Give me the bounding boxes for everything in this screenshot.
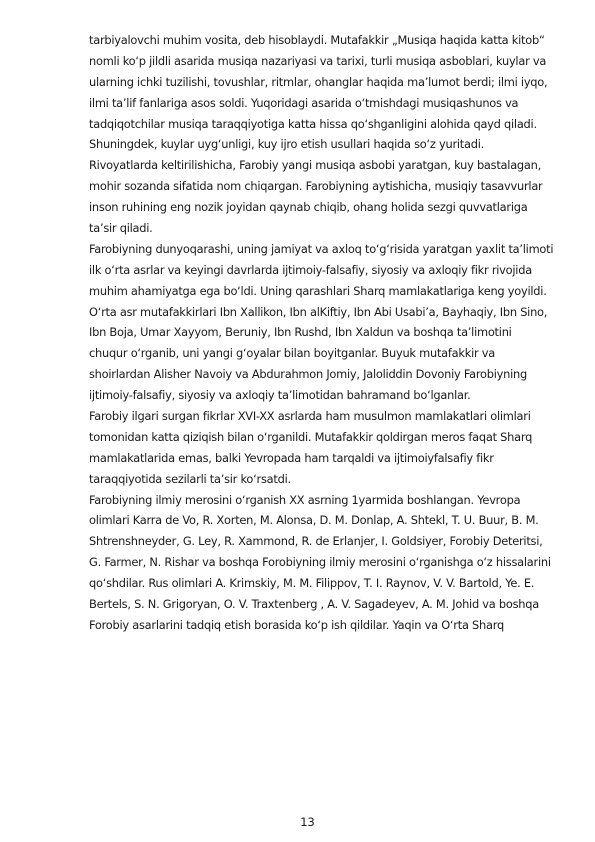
- text-line: Bertels, S. N. Grigoryan, O. V. Traxtenberg , A. V. Sagadeyev, A. M. Johid va boshqa: [89, 597, 539, 612]
- text-line: mohir sozanda sifatida nom chiqargan. Farobiyning aytishicha, musiqiy tasavvurlar: [89, 179, 543, 194]
- text-line: tarbiyalovchi muhim vosita, deb hisoblaydi. Mutafakkir „Musiqa haqida katta kitob“: [89, 33, 545, 47]
- text-line: ilmi ta’lif fanlariga asos soldi. Yuqoridagi asarida o‘tmishdagi musiqashunos va: [89, 95, 519, 110]
- text-line: muhim ahamiyatga ega bo‘ldi. Uning qarashlari Sharq mamlakatlariga keng yoyildi.: [89, 283, 547, 298]
- text-line: nomli ko‘p jildli asarida musiqa nazariyasi va tarixi, turli musiqa asboblari, kuylar va: [89, 53, 547, 68]
- text-line: chuqur o‘rganib, uni yangi g‘oyalar bilan boyitganlar. Buyuk mutafakkir va: [89, 346, 496, 361]
- text-line: Farobiyning ilmiy merosini o‘rganish XX asrning 1yarmida boshlangan. Yevropa: [89, 492, 521, 507]
- text-line: shoirlardan Alisher Navoiy va Abdurahmon Jomiy, Jaloliddin Dovoniy Farobiyning: [89, 367, 527, 382]
- text-line: Ibn Boja, Umar Xayyom, Beruniy, Ibn Rushd, Ibn Xaldun va boshqa ta’limotini: [89, 325, 512, 340]
- document-body: [89, 30, 569, 636]
- text-line: tomonidan katta qiziqish bilan o‘rganildi. Mutafakkir qoldirgan meros faqat Sharq: [89, 429, 533, 444]
- text-line: tadqiqotchilar musiqa taraqqiyotiga katta hissa qo‘shganligini alohida qayd qiladi.: [89, 116, 537, 131]
- text-line: Shuningdek, kuylar uyg‘unligi, kuy ijro etish usullari haqida so‘z yuritadi.: [89, 137, 485, 152]
- text-line: ijtimoiy-falsafiy, siyosiy va axloqiy ta’limotidan bahramand bo‘lganlar.: [89, 388, 471, 403]
- text-line: inson ruhining eng nozik joyidan qaynab chiqib, ohang holida sezgi quvvatlariga: [89, 200, 528, 215]
- text-line: mamlakatlarida emas, balki Yevropada ham tarqaldi va ijtimoiyfalsafiy fikr: [89, 450, 494, 465]
- text-line: O‘rta asr mutafakkirlari Ibn Xallikon, Ibn alKiftiy, Ibn Abi Usabi’a, Bayhaqiy, Ibn Sino,: [89, 304, 548, 319]
- text-line: ta’sir qiladi.: [89, 221, 153, 236]
- text-line: qo‘shdilar. Rus olimlari A. Krimskiy, M. M. Filippov, T. I. Raynov, V. V. Bartold, Ye. E.: [89, 576, 535, 591]
- text-line: taraqqiyotida sezilarli ta’sir ko‘rsatdi.: [89, 471, 291, 486]
- text-line: G. Farmer, N. Rishar va boshqa Forobiyning ilmiy merosini o‘rganishga o‘z hissalarini: [89, 555, 551, 570]
- text-line: Shtrenshneyder, G. Ley, R. Xammond, R. de Erlanjer, I. Goldsiyer, Forobiy Deteritsi,: [89, 534, 543, 549]
- page-number: 13: [300, 815, 315, 829]
- text-line: olimlari Karra de Vo, R. Xorten, M. Alonsa, D. M. Donlap, A. Shtekl, T. U. Buur, B. M.: [89, 513, 539, 528]
- text-line: Farobiy ilgari surgan fikrlar XVI-XX asrlarda ham musulmon mamlakatlari olimlari: [89, 409, 531, 424]
- text-line: Rivoyatlarda keltirilishicha, Farobiy yangi musiqa asbobi yaratgan, kuy bastalagan,: [89, 158, 541, 173]
- text-line: Forobiy asarlarini tadqiq etish borasida ko‘p ish qildilar. Yaqin va O‘rta Sharq: [89, 617, 504, 632]
- text-line: ilk o‘rta asrlar va keyingi davrlarda ijtimoiy-falsafiy, siyosiy va axloqiy fikr rivojida: [89, 262, 532, 277]
- text-line: Farobiyning dunyoqarashi, uning jamiyat va axloq to‘g‘risida yaratgan yaxlit ta’limoti: [89, 241, 554, 256]
- text-line: ularning ichki tuzilishi, tovushlar, ritmlar, ohanglar haqida ma’lumot berdi; ilmi iyqo,: [89, 74, 548, 89]
